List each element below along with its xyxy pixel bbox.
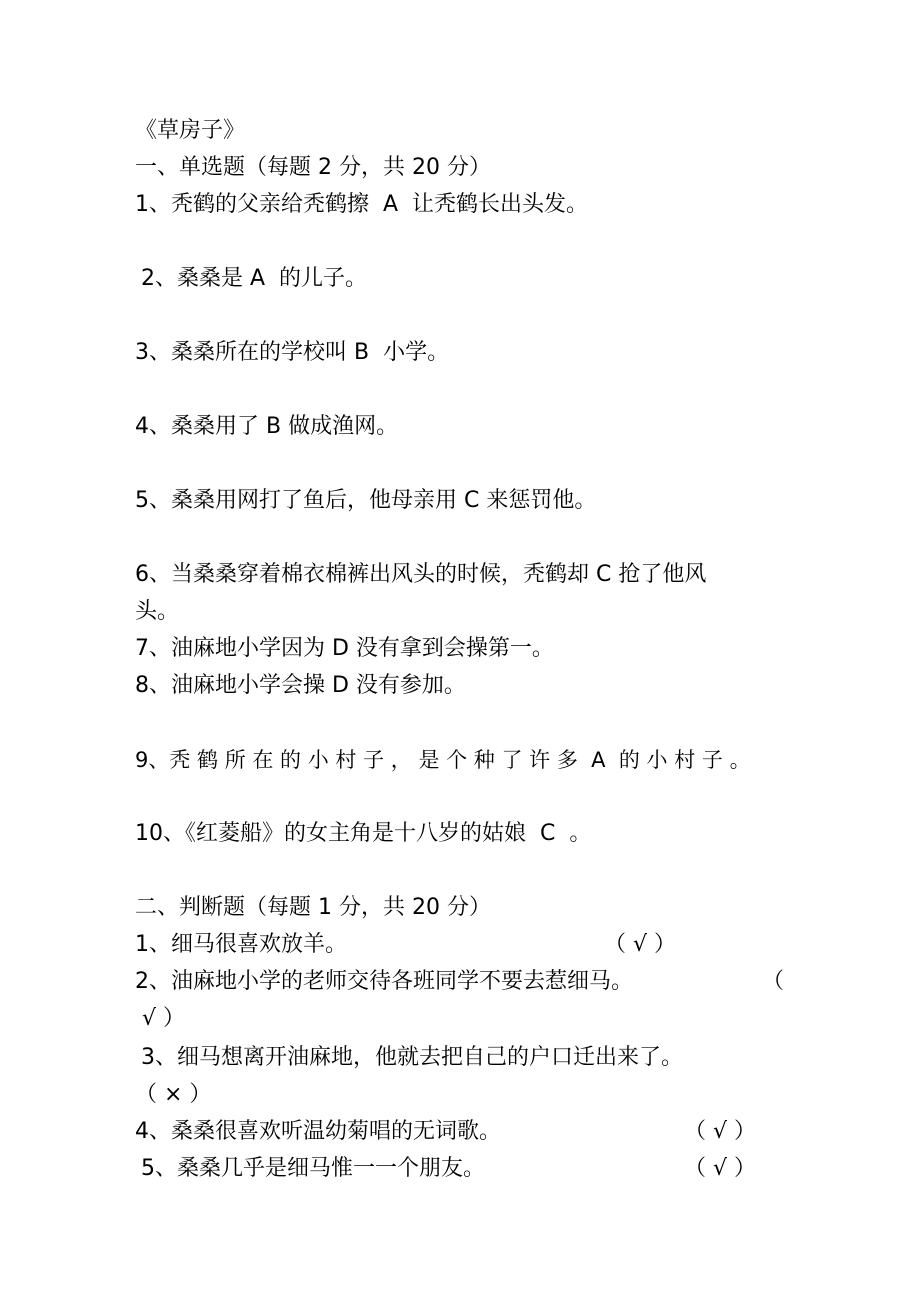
judgment-4-answer: （ √ ） [684,1119,757,1144]
question-7: 7、油麻地小学因为 D 没有拿到会操第一。 [135,636,554,661]
question-4: 4、桑桑用了 B 做成渔网。 [135,414,399,439]
judgment-3-answer: （ × ） [135,1082,212,1107]
section-2-heading: 二、判断题（每题 1 分，共 20 分） [135,895,491,920]
judgment-2-text: 2、油麻地小学的老师交待各班同学不要去惹细马。 [135,969,633,994]
judgment-5-text: 5、桑桑几乎是细马惟一一个朋友。 [141,1156,485,1181]
judgment-1-text: 1、细马很喜欢放羊。 [135,932,347,957]
judgment-5-answer: （ √ ） [684,1156,757,1181]
question-8: 8、油麻地小学会操 D 没有参加。 [135,673,466,698]
judgment-4-text: 4、桑桑很喜欢听温幼菊唱的无词歌。 [135,1119,501,1144]
question-9: 9、秃 鹤 所 在 的 小 村 子 ， 是 个 种 了 许 多 A 的 小 村 子 。 [135,748,751,772]
judgment-1-answer: （ √ ） [604,932,677,957]
question-2: 2、桑桑是 A 的儿子。 [141,266,368,291]
question-6-line-1: 6、当桑桑穿着棉衣棉裤出风头的时候，秃鹤却 C 抢了他风 [135,562,707,587]
question-3: 3、桑桑所在的学校叫 B 小学。 [135,340,450,365]
section-1-heading: 一、单选题（每题 2 分，共 20 分） [135,155,491,180]
question-5: 5、桑桑用网打了鱼后，他母亲用 C 来惩罚他。 [135,488,597,513]
judgment-2-answer-open: （ [762,969,785,994]
question-10: 10、《红菱船》的女主角是十八岁的姑娘 C 。 [135,821,592,846]
document-title: 《草房子》 [135,118,246,143]
question-6-line-2: 头。 [135,599,180,624]
question-1: 1、秃鹤的父亲给秃鹤擦 A 让秃鹤长出头发。 [135,192,589,217]
judgment-3-text: 3、细马想离开油麻地，他就去把自己的户口迁出来了。 [141,1045,683,1070]
judgment-2-answer-close: √ ） [135,1006,186,1031]
